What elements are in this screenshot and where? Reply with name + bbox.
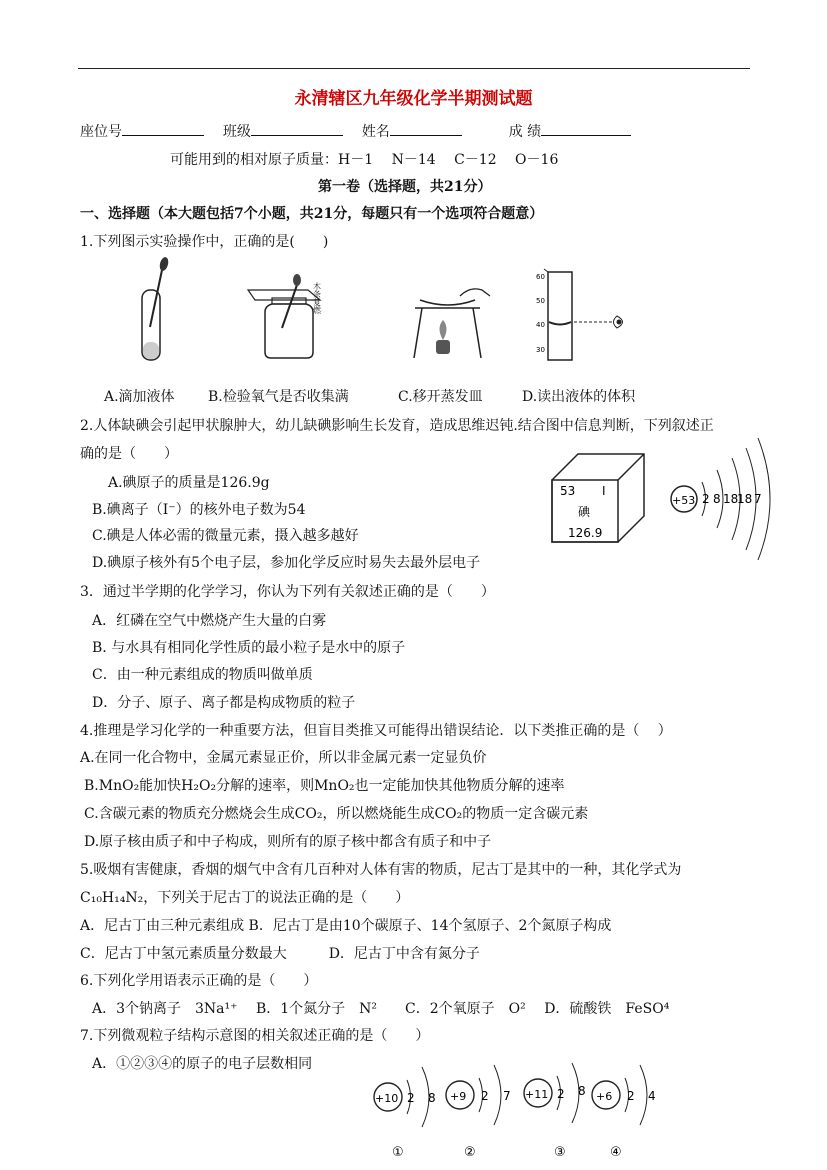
- particle-3: [524, 1063, 586, 1160]
- shell-5: 7: [754, 492, 762, 506]
- q6-options[interactable]: A．3个钠离子 3Na¹⁺ B．1个氮分子 N² C．2个氧原子 O² D．硫酸铁 FeSO⁴: [92, 1001, 670, 1017]
- q4-option-a[interactable]: A.在同一化合物中，金属元素显正价，所以非金属元素一定显负价: [80, 750, 487, 766]
- score-field[interactable]: [541, 121, 631, 136]
- particle-3-shell-1: 2: [557, 1087, 565, 1101]
- q1-stem: 1.下列图示实验操作中，正确的是( ): [80, 234, 329, 250]
- particle-1-nucleus: +10: [375, 1092, 399, 1105]
- q3-option-b[interactable]: B. 与水具有相同化学性质的最小粒子是水中的原子: [92, 640, 406, 656]
- q5-stem-line2: C₁₀H₁₄N₂，下列关于尼古丁的说法正确的是（ ）: [80, 890, 410, 906]
- particle-4-shell-2: 4: [648, 1089, 656, 1103]
- q5-options-cd[interactable]: C．尼古丁中氢元素质量分数最大 D．尼古丁中含有氮分子: [80, 946, 480, 962]
- particle-1-shell-2: 8: [428, 1091, 436, 1105]
- particle-4-nucleus: +6: [596, 1090, 613, 1103]
- element-symbol: I: [602, 484, 606, 498]
- q1-option-b[interactable]: B.检验氧气是否收集满: [208, 389, 349, 405]
- seat-field[interactable]: [122, 121, 204, 136]
- q3-option-d[interactable]: D．分子、原子、离子都是构成物质的粒子: [92, 695, 356, 711]
- q4-option-d[interactable]: D.原子核由质子和中子构成，则所有的原子核中都含有质子和中子: [84, 834, 492, 850]
- info-line: [80, 121, 631, 141]
- test-tube-dropper-icon: [142, 256, 170, 360]
- particle-2-label: ②: [464, 1145, 476, 1160]
- particle-1-shell-1: 2: [407, 1091, 415, 1105]
- name-field[interactable]: [390, 121, 462, 136]
- atomic-mass: 126.9: [568, 526, 603, 540]
- particle-2-shell-1: 2: [481, 1089, 489, 1103]
- q7-option-a[interactable]: A．①②③④的原子的电子层数相同: [92, 1056, 313, 1072]
- q3-option-c[interactable]: C．由一种元素组成的物质叫做单质: [92, 667, 313, 683]
- particle-3-nucleus: +11: [525, 1088, 549, 1101]
- shell-1: 2: [702, 492, 710, 506]
- q7-particle-diagrams: [360, 1055, 670, 1165]
- evaporating-dish-tripod-icon: [414, 289, 490, 358]
- particle-3-label: ③: [554, 1145, 566, 1160]
- particle-1-label: ①: [392, 1145, 404, 1160]
- iodine-atom-structure: [666, 428, 772, 568]
- splint-relit-label: 木条复燃: [312, 282, 322, 314]
- atomic-masses: 可能用到的相对原子质量：H－1 N－14 C－12 O－16: [170, 152, 559, 168]
- q3-stem: 3．通过半学期的化学学习，你认为下列有关叙述正确的是（ ）: [80, 584, 495, 600]
- particle-4-label: ④: [610, 1145, 622, 1160]
- tick-50: 50: [536, 297, 545, 305]
- name-label: 姓名: [361, 124, 390, 140]
- page-title: 永清辖区九年级化学半期测试题: [294, 89, 533, 109]
- shell-2: 8: [713, 492, 721, 506]
- particle-4: [592, 1065, 656, 1160]
- q2-stem-line2: 确的是（ ）: [80, 446, 178, 462]
- tick-40: 40: [536, 321, 545, 329]
- top-rule: [78, 68, 750, 69]
- class-label: 班级: [222, 124, 251, 140]
- q6-stem: 6.下列化学用语表示正确的是（ ）: [80, 973, 318, 989]
- gas-jar-splint-icon: [248, 274, 322, 358]
- tick-30: 30: [536, 346, 545, 354]
- element-name: 碘: [578, 505, 591, 519]
- q5-stem-line1: 5.吸烟有害健康，香烟的烟气中含有几百种对人体有害的物质，尼古丁是其中的一种，其化学式为: [80, 862, 682, 878]
- particle-2-shell-2: 7: [503, 1089, 511, 1103]
- tick-60: 60: [536, 273, 545, 281]
- particle-3-shell-2: 8: [578, 1084, 586, 1098]
- q7-stem: 7.下列微观粒子结构示意图的相关叙述正确的是（ ）: [80, 1028, 430, 1044]
- shell-4: 18: [737, 492, 753, 506]
- q1-option-a[interactable]: A.滴加液体: [104, 389, 175, 405]
- q1-option-c[interactable]: C.移开蒸发皿: [398, 389, 483, 405]
- part1-header: 第一卷（选择题，共21分）: [318, 179, 492, 195]
- section1-header: 一、选择题（本大题包括7个小题，共21分，每题只有一个选项符合题意）: [80, 206, 544, 222]
- q2-option-a[interactable]: A.碘原子的质量是126.9g: [108, 475, 270, 491]
- particle-1: [374, 1067, 436, 1160]
- q4-option-c[interactable]: C.含碳元素的物质充分燃烧会生成CO₂，所以燃烧能生成CO₂的物质一定含碳元素: [84, 806, 589, 822]
- q1-option-d[interactable]: D.读出液体的体积: [522, 389, 636, 405]
- shell-3: 18: [723, 492, 739, 506]
- score-label: 成 绩: [508, 124, 542, 140]
- q4-stem: 4.推理是学习化学的一种重要方法，但盲目类推又可能得出错误结论．以下类推正确的是（ ）: [80, 723, 672, 739]
- graduated-cylinder-eye-icon: [536, 269, 623, 360]
- particle-2-nucleus: +9: [450, 1090, 467, 1103]
- q2-option-b[interactable]: B.碘离子（I⁻）的核外电子数为54: [92, 502, 306, 518]
- q2-option-d[interactable]: D.碘原子核外有5个电子层，参加化学反应时易失去最外层电子: [92, 555, 481, 571]
- seat-label: 座位号: [80, 124, 122, 140]
- q3-option-a[interactable]: A．红磷在空气中燃烧产生大量的白雾: [92, 613, 327, 629]
- q2-stem-line1: 2.人体缺碘会引起甲状腺肿大，幼儿缺碘影响生长发育，造成思维迟钝.结合图中信息判断，下列叙述正: [80, 418, 714, 434]
- atomic-number: 53: [560, 484, 576, 498]
- q1-figures: [130, 252, 650, 367]
- iodine-nucleus: +53: [672, 494, 696, 507]
- class-field[interactable]: [251, 121, 343, 136]
- q2-option-c[interactable]: C.碘是人体必需的微量元素，摄入越多越好: [92, 528, 359, 544]
- particle-2: [446, 1065, 511, 1160]
- iodine-element-box: [548, 450, 648, 546]
- q5-options-ab[interactable]: A．尼古丁由三种元素组成 B．尼古丁是由10个碳原子、14个氢原子、2个氮原子构成: [80, 918, 612, 934]
- particle-4-shell-1: 2: [627, 1089, 635, 1103]
- q4-option-b[interactable]: B.MnO₂能加快H₂O₂分解的速率，则MnO₂也一定能加快其他物质分解的速率: [84, 778, 565, 794]
